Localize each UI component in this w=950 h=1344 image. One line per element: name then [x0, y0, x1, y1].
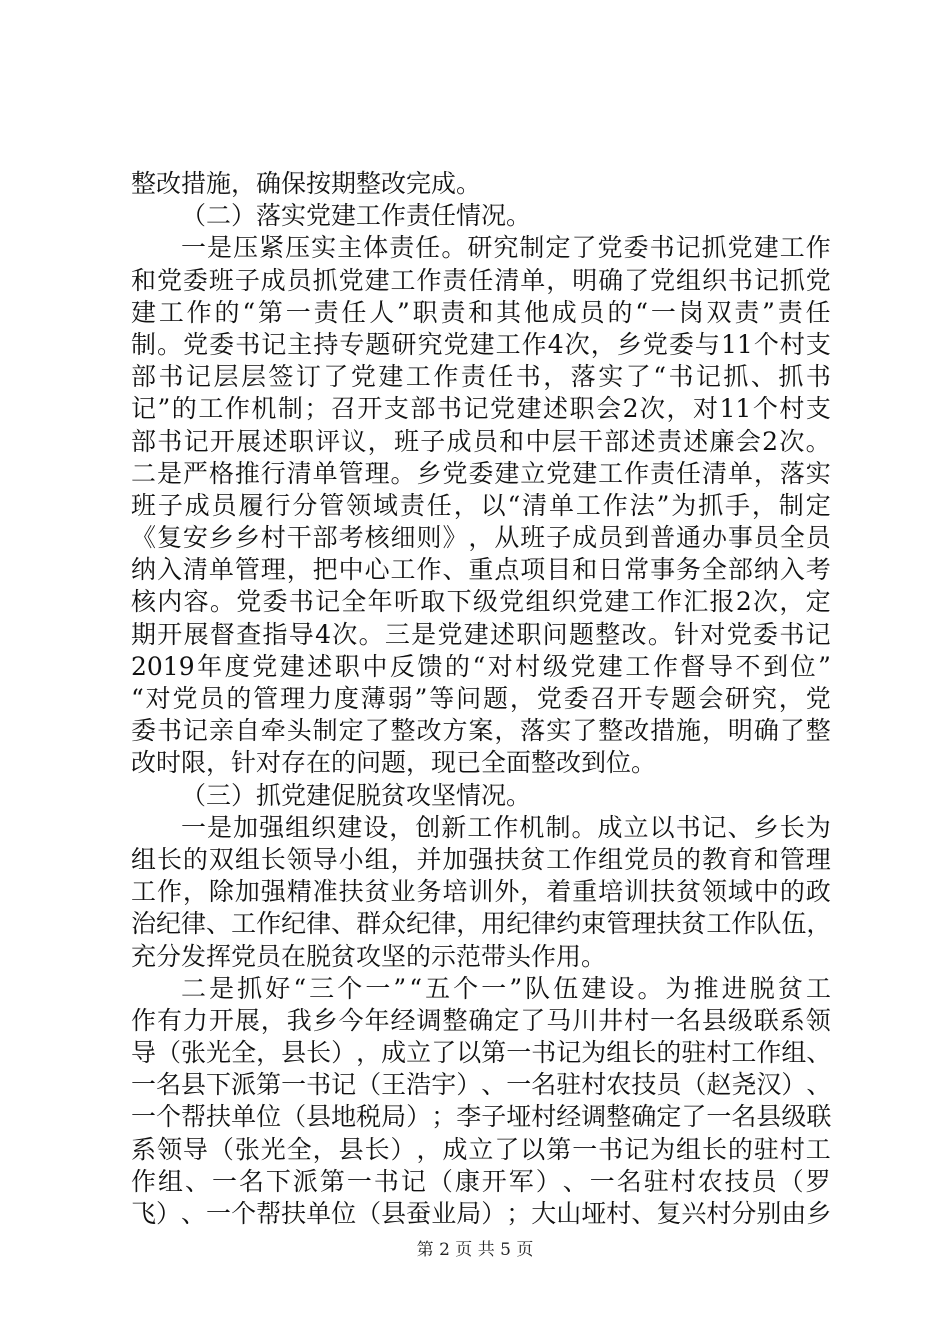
text-line: 二 是 严 格 推 行 清 单 管 理 。 乡 党 委 建 立 党 建 工 作 责 任 清 单 ， 落 实: [131, 458, 831, 488]
text-line: 二 是 抓 好 “ 三 个 一 ” “ 五 个 一 ” 队 伍 建 设 。 为 推 进 脱 贫 工: [181, 973, 831, 1003]
text-line: 委 书 记 亲 自 牵 头 制 定 了 整 改 方 案 ， 落 实 了 整 改 措 施 ， 明 确 了 整: [131, 716, 831, 746]
text-line: “ 对 党 员 的 管 理 力 度 薄 弱 ” 等 问 题 ， 党 委 召 开 专 题 会 研 究 ， 党: [131, 684, 831, 713]
text-line: 充分发挥党员在脱贫攻坚的示范带头作用。: [131, 941, 607, 971]
text-line: 制 。 党 委 书 记 主 持 专 题 研 究 党 建 工 作 4 次 ， 乡 党 委 与 11 个 村 支: [131, 329, 831, 359]
text-line: 作 组 、 一 名 下 派 第 一 书 记 （ 康 开 军 ） 、 一 名 驻 村 农 技 员 （ 罗: [131, 1166, 831, 1196]
page-footer: 第 2 页 共 5 页: [416, 1240, 534, 1260]
text-line: 一 是 压 紧 压 实 主 体 责 任 。 研 究 制 定 了 党 委 书 记 抓 党 建 工 作: [181, 233, 831, 263]
document-body: [131, 168, 831, 1230]
text-line: 一 名 县 下 派 第 一 书 记 （ 王 浩 宇 ） 、 一 名 驻 村 农 技 员 （ 赵 尧 汉 ） 、: [131, 1070, 832, 1100]
text-line: 2019 年 度 党 建 述 职 中 反 馈 的 “ 对 村 级 党 建 工 作 督 导 不 到 位 ”: [131, 651, 831, 681]
text-line: 飞 ） 、 一 个 帮 扶 单 位 （ 县 蚕 业 局 ） ； 大 山 垭 村 、 复 兴 村 分 别 由 乡: [131, 1199, 832, 1228]
text-line: 期 开 展 督 查 指 导 4 次 。 三 是 党 建 述 职 问 题 整 改 。 针 对 党 委 书 记: [131, 619, 831, 649]
text-line: 和 党 委 班 子 成 员 抓 党 建 工 作 责 任 清 单 ， 明 确 了 党 组 织 书 记 抓 党: [131, 265, 831, 295]
text-line: 核 内 容 。 党 委 书 记 全 年 听 取 下 级 党 组 织 党 建 工 作 汇 报 2 次 ， 定: [131, 587, 831, 617]
text-line: 导 （ 张 光 全 ， 县 长 ） ， 成 立 了 以 第 一 书 记 为 组 长 的 驻 村 工 作 组 、: [131, 1038, 832, 1068]
text-line: 班 子 成 员 履 行 分 管 领 域 责 任 ， 以 “ 清 单 工 作 法 ” 为 抓 手 ， 制 定: [131, 490, 831, 520]
text-line: 改时限，针对存在的问题，现已全面整改到位。: [131, 748, 657, 778]
text-line: 记 ” 的 工 作 机 制 ； 召 开 支 部 书 记 党 建 述 职 会 2 次 ， 对 11 个 村 支: [131, 394, 831, 424]
text-line: 部 书 记 层 层 签 订 了 党 建 工 作 责 任 书 ， 落 实 了 “ 书 记 抓 、 抓 书: [131, 362, 831, 392]
text-line: 建 工 作 的 “ 第 一 责 任 人 ” 职 责 和 其 他 成 员 的 “ 一 岗 双 责 ” 责 任: [131, 297, 831, 327]
text-line: 一 是 加 强 组 织 建 设 ， 创 新 工 作 机 制 。 成 立 以 书 记 、 乡 长 为: [181, 812, 831, 842]
text-line: 作 有 力 开 展 ， 我 乡 今 年 经 调 整 确 定 了 马 川 井 村 一 名 县 级 联 系 领: [131, 1005, 831, 1035]
text-line: 系 领 导 （ 张 光 全 ， 县 长 ） ， 成 立 了 以 第 一 书 记 为 组 长 的 驻 村 工: [131, 1134, 831, 1164]
text-line: 《 复 安 乡 乡 村 干 部 考 核 细 则 》 ， 从 班 子 成 员 到 普 通 办 事 员 全 员: [131, 523, 831, 553]
text-line: 一 个 帮 扶 单 位 （ 县 地 税 局 ） ； 李 子 垭 村 经 调 整 确 定 了 一 名 县 级 联: [131, 1102, 832, 1132]
text-line: 工 作 ， 除 加 强 精 准 扶 贫 业 务 培 训 外 ， 着 重 培 训 扶 贫 领 域 中 的 政: [131, 877, 831, 907]
text-line: 整改措施，确保按期整改完成。: [131, 169, 482, 198]
text-line: 治 纪 律 、 工 作 纪 律 、 群 众 纪 律 ， 用 纪 律 约 束 管 理 扶 贫 工 作 队 伍 ，: [131, 909, 832, 939]
text-line: 组 长 的 双 组 长 领 导 小 组 ， 并 加 强 扶 贫 工 作 组 党 员 的 教 育 和 管 理: [131, 844, 831, 874]
text-line: （二）落实党建工作责任情况。: [181, 201, 532, 231]
text-line: （三）抓党建促脱贫攻坚情况。: [181, 780, 532, 810]
text-line: 纳 入 清 单 管 理 ， 把 中 心 工 作 、 重 点 项 目 和 日 常 事 务 全 部 纳 入 考: [131, 555, 831, 585]
text-line: 部 书 记 开 展 述 职 评 议 ， 班 子 成 员 和 中 层 干 部 述 责 述 廉 会 2 次 。: [131, 426, 831, 456]
